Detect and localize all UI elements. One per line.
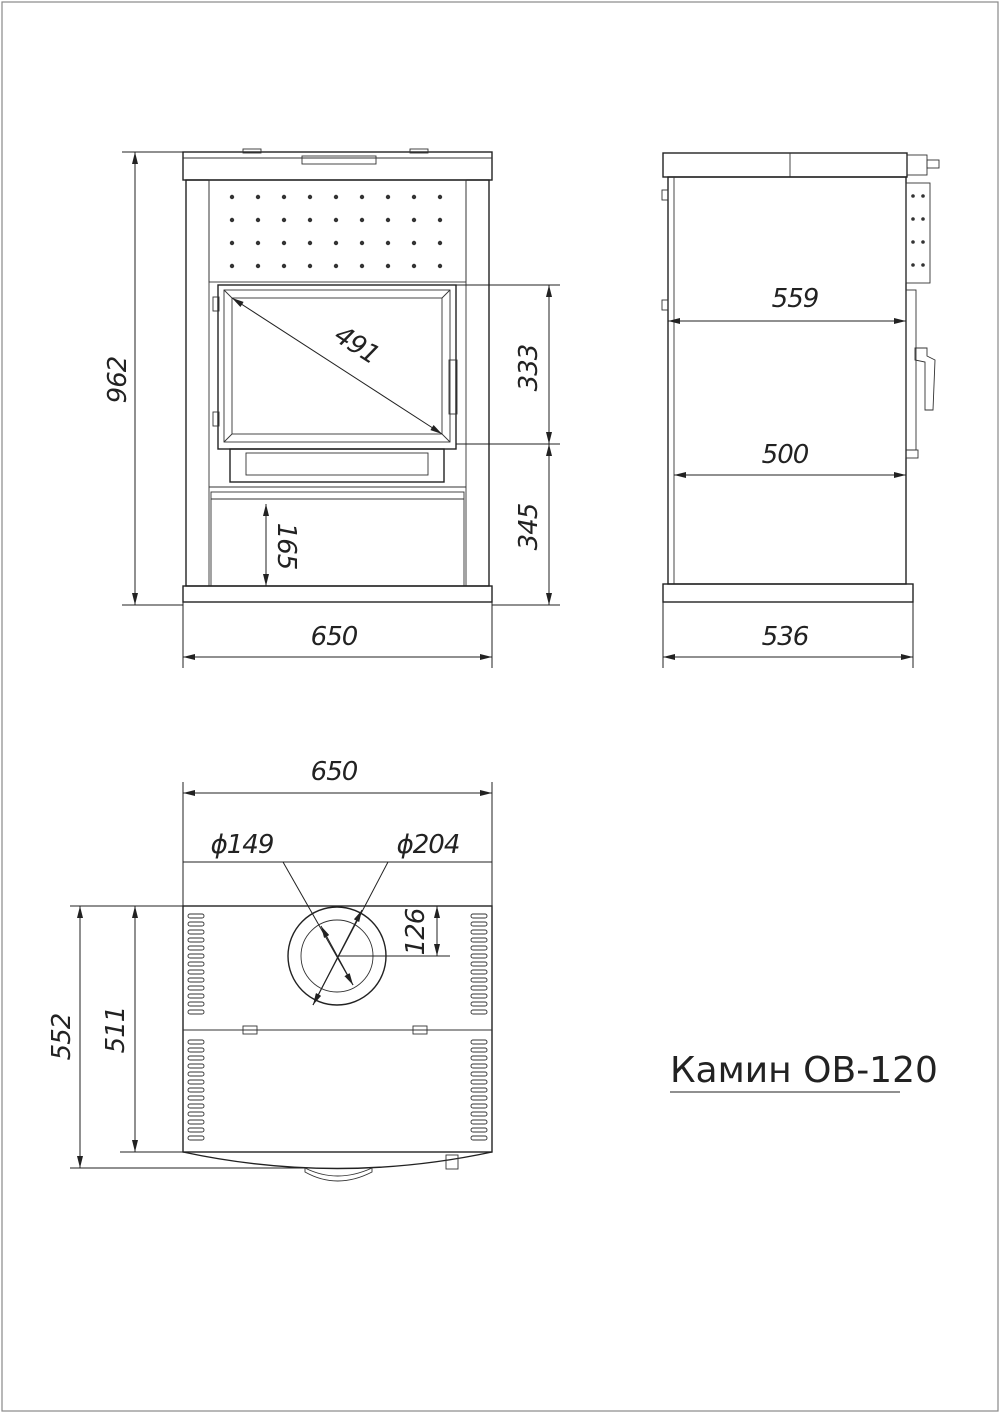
vent-dot [308,241,312,245]
louvre-slot [471,978,487,982]
louvre-slot [188,1136,204,1140]
louvre-slot [188,1002,204,1006]
page-border [2,2,998,1411]
side-vent-dot [911,240,915,244]
vent-dot [334,195,338,199]
louvre-slot [188,962,204,966]
dim-drawer-165: 165 [271,522,301,570]
vent-dot [334,218,338,222]
louvre-slot [471,1056,487,1060]
front-dimensions [122,152,560,668]
dim-depth-552: 552 [47,1013,77,1061]
vent-dot [412,218,416,222]
side-view [662,153,939,602]
louvre-slot [188,986,204,990]
top-dimensions [47,757,492,1168]
vent-dot [412,195,416,199]
louvre-slot [188,1072,204,1076]
louvre-slot [471,1136,487,1140]
louvre-slot [188,938,204,942]
vent-dot [386,218,390,222]
louvre-slot [188,1120,204,1124]
louvre-slot [188,1088,204,1092]
louvre-slot [188,1104,204,1108]
louvre-slot [471,1080,487,1084]
louvre-slot [188,914,204,918]
louvre-slot [188,1096,204,1100]
side-vent-dot [911,217,915,221]
louvre-slot [471,1064,487,1068]
vent-dot [256,195,260,199]
side-vent-dot [921,240,925,244]
louvre-slot [188,954,204,958]
louvre-slot [471,962,487,966]
louvre-slot [188,970,204,974]
louvre-slot [471,954,487,958]
vent-dot [230,218,234,222]
dim-height-962: 962 [103,356,133,404]
louvre-slot [471,1072,487,1076]
louvre-slot [188,1056,204,1060]
louvre-slot [471,938,487,942]
louvre-slot [188,1048,204,1052]
louvre-slot [188,1040,204,1044]
louvre-slot [471,1104,487,1108]
vent-dot [230,241,234,245]
louvre-slot [471,1128,487,1132]
top-view [183,906,492,1181]
dim-pipe-204: ϕ204 [396,830,460,860]
louvre-slot [188,1128,204,1132]
louvre-slot [471,1088,487,1092]
dim-depth-536: 536 [761,622,809,652]
vent-dot [282,195,286,199]
louvre-slot [188,978,204,982]
dim-depth-559: 559 [771,284,819,314]
vent-dot [308,195,312,199]
louvre-slot [188,1064,204,1068]
dim-depth-511: 511 [101,1006,131,1054]
vent-dot [282,241,286,245]
dim-width-650-front: 650 [310,622,358,652]
vent-dot [334,264,338,268]
louvre-slot [471,946,487,950]
vent-dot [438,195,442,199]
vent-dot [308,218,312,222]
louvre-slot [471,994,487,998]
vent-dot [360,264,364,268]
louvre-slot [188,1080,204,1084]
vent-dot [386,241,390,245]
vent-dot [230,195,234,199]
vent-dot [334,241,338,245]
vent-dot [256,264,260,268]
vent-dot [360,195,364,199]
vent-dot [386,264,390,268]
louvre-slot [471,1002,487,1006]
side-vent-dot [921,263,925,267]
vent-dot [412,264,416,268]
louvre-slot [471,1112,487,1116]
louvre-slot [188,1010,204,1014]
louvre-slot [188,930,204,934]
louvre-slot [471,914,487,918]
louvre-slot [471,1010,487,1014]
side-vent-dot [921,217,925,221]
vent-dot [308,264,312,268]
vent-dot [282,264,286,268]
louvre-slot [471,1048,487,1052]
vent-dot [256,241,260,245]
louvre-slot [188,994,204,998]
side-vent-dot [911,194,915,198]
side-vent-dot [911,263,915,267]
front-view [183,149,492,602]
louvre-slot [471,922,487,926]
louvre-slot [188,1112,204,1116]
louvre-slot [471,986,487,990]
louvre-slot [471,1040,487,1044]
louvre-slot [188,922,204,926]
vent-dot [438,241,442,245]
vent-dot [360,241,364,245]
dim-door-333: 333 [514,344,544,392]
dim-depth-500: 500 [761,440,809,470]
side-vent-dot [921,194,925,198]
dim-lower-345: 345 [514,503,544,551]
side-dimensions [663,284,913,668]
vent-dot [438,218,442,222]
drawing-title: Камин ОВ-120 [670,1050,938,1091]
louvre-slot [471,970,487,974]
louvre-slot [471,1120,487,1124]
vent-dot [282,218,286,222]
dim-pipe-149: ϕ149 [210,830,274,860]
louvre-slot [471,1096,487,1100]
louvre-slot [188,946,204,950]
vent-dot [256,218,260,222]
vent-dot [438,264,442,268]
dim-offset-126: 126 [401,908,431,956]
dim-glass-491: 491 [328,320,385,371]
vent-dot [412,241,416,245]
vent-dot [230,264,234,268]
vent-dot [360,218,364,222]
vent-dot [386,195,390,199]
dim-width-650-top: 650 [310,757,358,787]
louvre-slot [471,930,487,934]
